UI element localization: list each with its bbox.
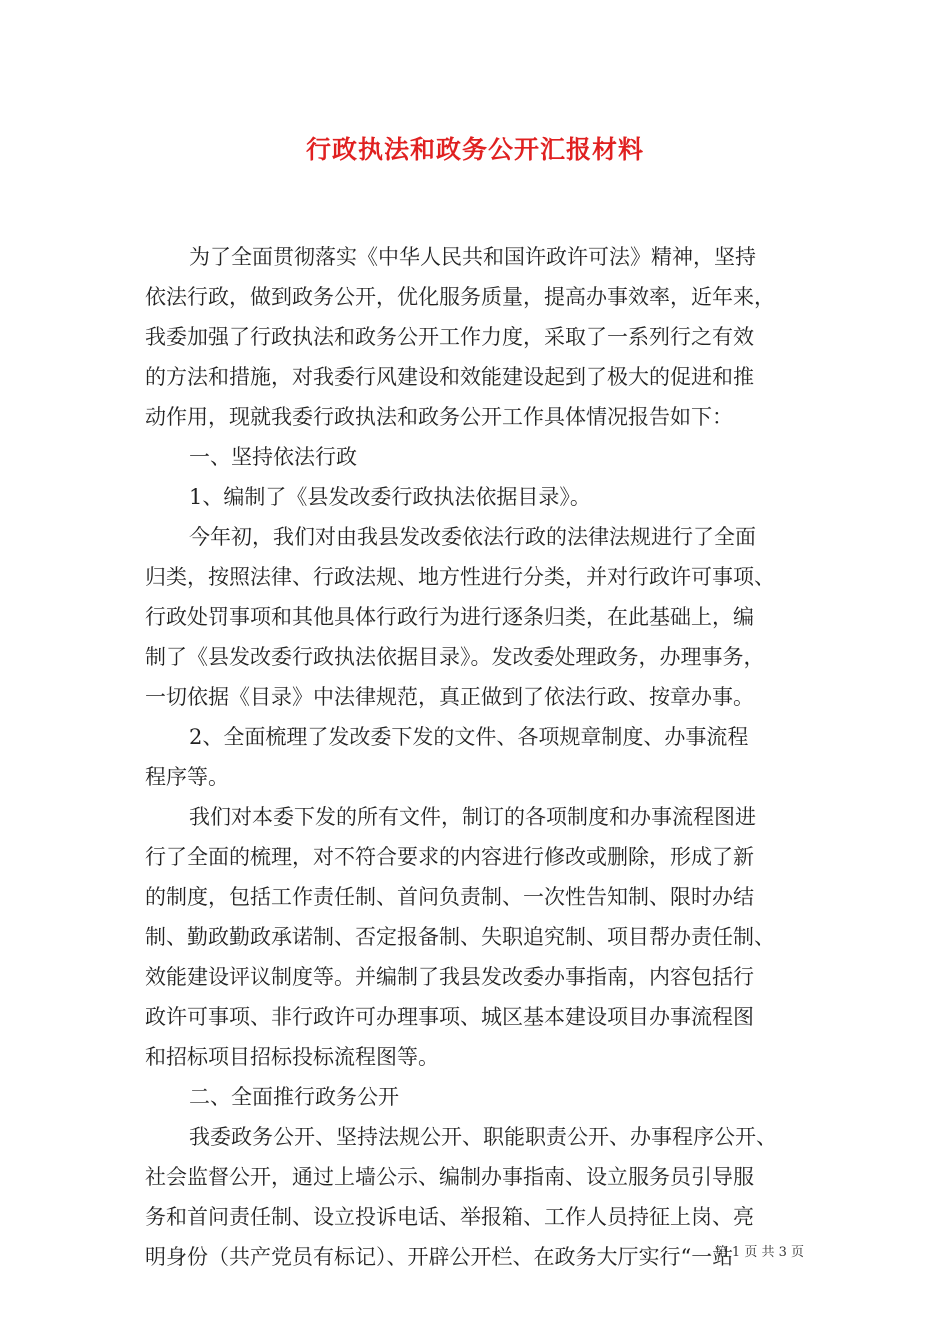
paragraph-line: 我们对本委下发的所有文件，制订的各项制度和办事流程图进: [189, 805, 756, 829]
paragraph-line: 依法行政，做到政务公开，优化服务质量，提高办事效率，近年来，: [145, 285, 775, 309]
paragraph-line: 我委加强了行政执法和政务公开工作力度，采取了一系列行之有效: [145, 325, 754, 349]
paragraph-line: 我委政务公开、坚持法规公开、职能职责公开、办事程序公开、: [189, 1125, 777, 1149]
paragraph-line: 行政处罚事项和其他具体行政行为进行逐条归类，在此基础上，编: [145, 605, 754, 629]
paragraph-line: 和招标项目招标投标流程图等。: [145, 1045, 439, 1069]
paragraph-line: 的方法和措施，对我委行风建设和效能建设起到了极大的促进和推: [145, 365, 754, 389]
paragraph-line: 效能建设评议制度等。并编制了我县发改委办事指南，内容包括行: [145, 965, 754, 989]
paragraph-line: 的制度，包括工作责任制、首问负责制、一次性告知制、限时办结: [145, 885, 754, 909]
page-number: 第 1 页 共 3 页: [714, 1245, 804, 1260]
subsection-heading: 1、编制了《县发改委行政执法依据目录》。: [189, 485, 591, 509]
paragraph-line: 明身份（共产党员有标记）、开辟公开栏、在政务大厅实行“一站: [145, 1245, 734, 1269]
subsection-heading: 2、全面梳理了发改委下发的文件、各项规章制度、办事流程: [189, 725, 749, 749]
paragraph-line: 归类，按照法律、行政法规、地方性进行分类，并对行政许可事项、: [145, 565, 775, 589]
paragraph-line: 务和首问责任制、设立投诉电话、举报箱、工作人员持征上岗、亮: [145, 1205, 754, 1229]
section-heading: 一、坚持依法行政: [189, 445, 357, 469]
paragraph-line: 制了《县发改委行政执法依据目录》。发改委处理政务，办理事务，: [145, 645, 765, 669]
paragraph-line: 制、勤政勤政承诺制、否定报备制、失职追究制、项目帮办责任制、: [145, 925, 775, 949]
document-title: 行政执法和政务公开汇报材料: [305, 135, 644, 164]
paragraph-line: 今年初，我们对由我县发改委依法行政的法律法规进行了全面: [189, 525, 756, 549]
paragraph-line: 行了全面的梳理，对不符合要求的内容进行修改或删除，形成了新: [145, 845, 754, 869]
paragraph-line: 一切依据《目录》中法律规范，真正做到了依法行政、按章办事。: [145, 685, 754, 709]
subsection-heading-continued: 程序等。: [145, 765, 229, 789]
paragraph-line: 为了全面贯彻落实《中华人民共和国许政许可法》精神，坚持: [189, 245, 756, 269]
section-heading: 二、全面推行政务公开: [189, 1085, 399, 1109]
paragraph-line: 政许可事项、非行政许可办理事项、城区基本建设项目办事流程图: [145, 1005, 754, 1029]
paragraph-line: 动作用，现就我委行政执法和政务公开工作具体情况报告如下：: [145, 405, 733, 429]
paragraph-line: 社会监督公开，通过上墙公示、编制办事指南、设立服务员引导服: [145, 1165, 754, 1189]
